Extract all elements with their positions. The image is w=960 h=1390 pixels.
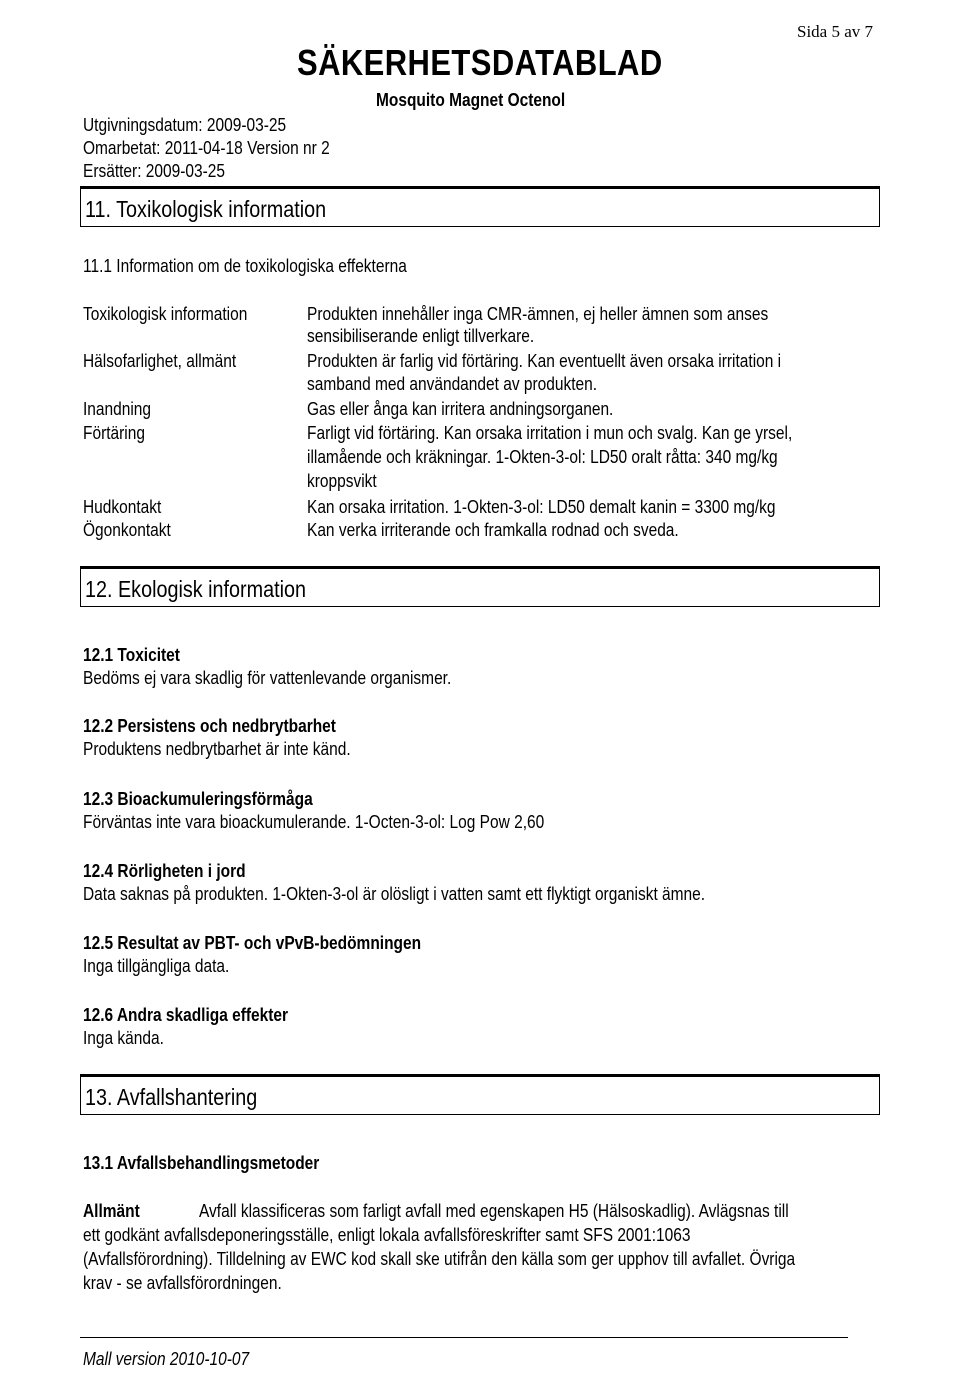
row-label-fortaring: Förtäring (83, 423, 145, 443)
document-title: SÄKERHETSDATABLAD (297, 42, 663, 83)
row-text: Farligt vid förtäring. Kan orsaka irritation i mun och svalg. Kan ge yrsel, (307, 423, 793, 443)
row-label-inandning: Inandning (83, 399, 152, 419)
section-11-1-heading: 11.1 Information om de toxikologiska effekterna (83, 256, 407, 276)
row-text: Produkten är farlig vid förtäring. Kan eventuellt även orsaka irritation i (307, 351, 782, 371)
waste-text-line: Avfall klassificeras som farligt avfall med egenskapen H5 (Hälsoskadlig). Avlägsnas till (199, 1201, 789, 1221)
row-label-hudkontakt: Hudkontakt (83, 497, 162, 517)
footer-divider (80, 1337, 848, 1338)
section-12-title: 12. Ekologisk information (85, 576, 306, 602)
section-13-title: 13. Avfallshantering (85, 1084, 258, 1110)
subsection-heading: 12.1 Toxicitet (83, 645, 180, 665)
row-label-halsofarlighet: Hälsofarlighet, allmänt (83, 351, 237, 371)
revision-info: Omarbetat: 2011-04-18 Version nr 2 (83, 138, 330, 158)
section-12-header (80, 566, 880, 607)
waste-text-line: (Avfallsförordning). Tilldelning av EWC kod skall ske utifrån den källa som ger upphov till avfallet. Övriga (83, 1249, 796, 1269)
template-version: Mall version 2010-10-07 (83, 1349, 250, 1369)
subsection-text: Inga tillgängliga data. (83, 956, 230, 976)
row-text: Produkten innehåller inga CMR-ämnen, ej heller ämnen som anses (307, 304, 769, 324)
row-text: Kan verka irriterande och framkalla rodnad och sveda. (307, 520, 679, 540)
section-11-header (80, 186, 880, 227)
issue-date: Utgivningsdatum: 2009-03-25 (83, 115, 287, 135)
row-text: Gas eller ånga kan irritera andningsorganen. (307, 399, 614, 419)
subsection-text: Förväntas inte vara bioackumulerande. 1-Octen-3-ol: Log Pow 2,60 (83, 812, 545, 832)
subsection-text: Bedöms ej vara skadlig för vattenlevande organismer. (83, 668, 452, 688)
section-13-1-heading: 13.1 Avfallsbehandlingsmetoder (83, 1153, 320, 1173)
row-text: kroppsvikt (307, 471, 377, 491)
row-label-ogonkontakt: Ögonkontakt (83, 520, 171, 540)
row-text: Kan orsaka irritation. 1-Okten-3-ol: LD50 demalt kanin = 3300 mg/kg (307, 497, 776, 517)
subsection-heading: 12.3 Bioackumuleringsförmåga (83, 789, 313, 809)
row-label-toxikologisk: Toxikologisk information (83, 304, 248, 324)
allmant-label: Allmänt (83, 1201, 140, 1221)
subsection-text: Data saknas på produkten. 1-Okten-3-ol är olösligt i vatten samt ett flyktigt organiskt ämne. (83, 884, 706, 904)
row-text: samband med användandet av produkten. (307, 374, 598, 394)
replaces-info: Ersätter: 2009-03-25 (83, 161, 225, 181)
subsection-text: Inga kända. (83, 1028, 164, 1048)
product-name: Mosquito Magnet Octenol (376, 90, 566, 110)
subsection-heading: 12.6 Andra skadliga effekter (83, 1005, 289, 1025)
section-13-header (80, 1074, 880, 1115)
row-text: illamående och kräkningar. 1-Okten-3-ol: LD50 oralt råtta: 340 mg/kg (307, 447, 778, 467)
row-text: sensibiliserande enligt tillverkare. (307, 326, 535, 346)
subsection-text: Produktens nedbrytbarhet är inte känd. (83, 739, 351, 759)
subsection-heading: 12.5 Resultat av PBT- och vPvB-bedömningen (83, 933, 422, 953)
subsection-heading: 12.4 Rörligheten i jord (83, 861, 246, 881)
subsection-heading: 12.2 Persistens och nedbrytbarhet (83, 716, 336, 736)
page-number: Sida 5 av 7 (797, 22, 874, 41)
waste-text-line: krav - se avfallsförordningen. (83, 1273, 282, 1293)
waste-text-line: ett godkänt avfallsdeponeringsställe, enligt lokala avfallsföreskrifter samt SFS 2001:1063 (83, 1225, 691, 1245)
section-11-title: 11. Toxikologisk information (85, 196, 327, 222)
